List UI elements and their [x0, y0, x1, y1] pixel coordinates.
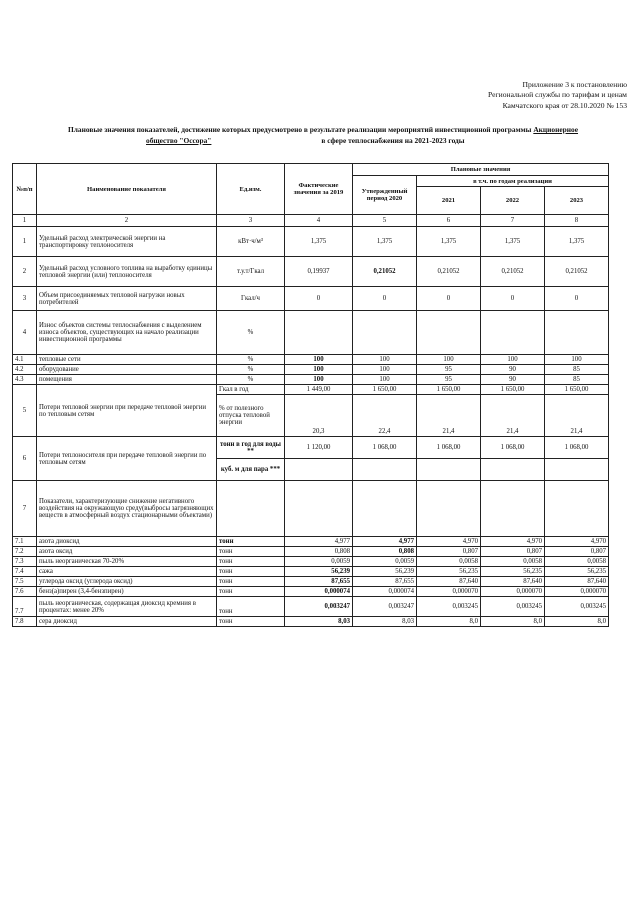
value-2021: 0,000070 — [417, 587, 481, 597]
value-2019: 1 120,00 — [285, 437, 353, 459]
value-2021: 0,21052 — [417, 257, 481, 287]
value-2019: 56,239 — [285, 567, 353, 577]
value-2022: 90 — [481, 375, 545, 385]
table-row — [13, 587, 609, 597]
header-2021: 2021 — [417, 187, 481, 215]
table-row — [13, 547, 609, 557]
row-unit: Гкал в год — [217, 385, 285, 395]
table-row — [13, 375, 609, 385]
value-2021: 8,0 — [417, 617, 481, 627]
row-name: Потери теплоносителя при передаче тепловой энергии по тепловым сетям — [37, 437, 217, 481]
table-row — [13, 311, 609, 355]
value-2020: 1,375 — [353, 227, 417, 257]
row-unit: тонн — [217, 577, 285, 587]
row-num: 5 — [13, 385, 37, 437]
row-name: помещения — [37, 375, 217, 385]
index-cell: 6 — [417, 215, 481, 227]
row-unit: % — [217, 365, 285, 375]
table-row — [13, 567, 609, 577]
value-2021: 100 — [417, 355, 481, 365]
value-2023: 8,0 — [545, 617, 609, 627]
row-unit: тонн — [217, 537, 285, 547]
row-name: азота диоксид — [37, 537, 217, 547]
header-actual-2019: Фактические значения за 2019 — [285, 164, 353, 215]
row-unit: тонн — [217, 557, 285, 567]
value-2023: 0 — [545, 287, 609, 311]
table-row — [13, 597, 609, 617]
table-row — [13, 355, 609, 365]
value-2023: 4,970 — [545, 537, 609, 547]
row-name: азота оксид — [37, 547, 217, 557]
value-2020: 22,4 — [353, 395, 417, 437]
value-2023: 0,807 — [545, 547, 609, 557]
row-num: 7.3 — [13, 557, 37, 567]
value-2022: 8,0 — [481, 617, 545, 627]
row-name: Удельный расход электрической энергии на транспортировку теплоносителя — [37, 227, 217, 257]
header-2023: 2023 — [545, 187, 609, 215]
value-2019: 100 — [285, 355, 353, 365]
value-2023: 0,003245 — [545, 597, 609, 617]
row-num: 4 — [13, 311, 37, 355]
value-2020: 0,21052 — [353, 257, 417, 287]
value-2022: 0,807 — [481, 547, 545, 557]
row-num: 2 — [13, 257, 37, 287]
value-2020: 87,655 — [353, 577, 417, 587]
appendix-note — [367, 80, 627, 111]
value-2022: 1 068,00 — [481, 437, 545, 459]
row-unit: куб. м для пара *** — [217, 459, 285, 481]
table-row — [13, 481, 609, 537]
value-2021: 87,640 — [417, 577, 481, 587]
index-cell: 3 — [217, 215, 285, 227]
title-part-2: в сфере теплоснабжения на 2021-2023 годы — [321, 136, 465, 145]
row-num: 4.1 — [13, 355, 37, 365]
row-num: 7.4 — [13, 567, 37, 577]
value-2023: 85 — [545, 375, 609, 385]
row-name: пыль неорганическая, содержащая диоксид кремния в процентах: менее 20% — [37, 597, 217, 617]
value-2023: 0,21052 — [545, 257, 609, 287]
value-2019: 100 — [285, 365, 353, 375]
index-cell: 1 — [13, 215, 37, 227]
indicators-table — [12, 163, 609, 627]
value-2022: 0,000070 — [481, 587, 545, 597]
value-2020: 4,977 — [353, 537, 417, 547]
value-2020: 100 — [353, 355, 417, 365]
value-2022: 0,21052 — [481, 257, 545, 287]
row-name: Показатели, характеризующие снижение негативного воздействия на окружающую среду(выбросы загрязняющих веществ в атмосферный воздух стационарными объектами) — [37, 481, 217, 537]
row-unit: тонн — [217, 567, 285, 577]
value-2023: 100 — [545, 355, 609, 365]
index-cell: 2 — [37, 215, 217, 227]
value-2020: 0,000074 — [353, 587, 417, 597]
row-name: пыль неорганическая 70-20% — [37, 557, 217, 567]
value-2020: 0 — [353, 287, 417, 311]
value-2022: 0,0058 — [481, 557, 545, 567]
index-cell: 5 — [353, 215, 417, 227]
value-2022: 21,4 — [481, 395, 545, 437]
title-company-a: Акционерное — [533, 125, 579, 134]
table-row — [13, 385, 609, 395]
value-2023: 1,375 — [545, 227, 609, 257]
header-name: Наименование показателя — [37, 164, 217, 215]
value-2021: 1 068,00 — [417, 437, 481, 459]
value-2020: 1 650,00 — [353, 385, 417, 395]
value-2021: 1,375 — [417, 227, 481, 257]
value-2020: 100 — [353, 375, 417, 385]
value-2020: 100 — [353, 365, 417, 375]
row-unit: % — [217, 375, 285, 385]
value-2020: 56,239 — [353, 567, 417, 577]
value-2020: 8,03 — [353, 617, 417, 627]
value-2019: 0,000074 — [285, 587, 353, 597]
index-cell: 7 — [481, 215, 545, 227]
value-2023: 0,0058 — [545, 557, 609, 567]
row-name: бенз(а)пирен (3,4-бензпирен) — [37, 587, 217, 597]
value-2019: 0,19937 — [285, 257, 353, 287]
value-2022: 1,375 — [481, 227, 545, 257]
title-part-1: Плановые значения показателей, достижение которых предусмотрено в результате реализации мероприятий инвестиционной программы — [67, 125, 532, 134]
value-2023: 0,000070 — [545, 587, 609, 597]
header-planned: Плановые значения — [353, 164, 609, 176]
value-2022: 4,970 — [481, 537, 545, 547]
row-num: 7.5 — [13, 577, 37, 587]
row-unit: тонн — [217, 547, 285, 557]
index-cell: 8 — [545, 215, 609, 227]
value-2022: 1 650,00 — [481, 385, 545, 395]
table-row — [13, 537, 609, 547]
value-2020: 0,808 — [353, 547, 417, 557]
row-num: 6 — [13, 437, 37, 481]
header-unit: Ед.изм. — [217, 164, 285, 215]
table-row — [13, 437, 609, 459]
value-2022: 56,235 — [481, 567, 545, 577]
row-num: 7 — [13, 481, 37, 537]
header-num: №п/п — [13, 164, 37, 215]
row-name: Объем присоединяемых тепловой нагрузки новых потребителей — [37, 287, 217, 311]
value-2021: 95 — [417, 375, 481, 385]
row-name: тепловые сети — [37, 355, 217, 365]
row-num: 1 — [13, 227, 37, 257]
value-2019: 0 — [285, 287, 353, 311]
value-2023: 56,235 — [545, 567, 609, 577]
table-row — [13, 287, 609, 311]
row-unit: тонн в год для воды ** — [217, 437, 285, 459]
table-row — [13, 227, 609, 257]
value-2019: 1 449,00 — [285, 385, 353, 395]
appendix-line-1: Приложение 3 к постановлению — [522, 80, 627, 89]
value-2023: 1 068,00 — [545, 437, 609, 459]
row-num: 4.2 — [13, 365, 37, 375]
row-unit: Гкал/ч — [217, 287, 285, 311]
header-approved-2020: Утвержденный период 2020 — [353, 176, 417, 215]
value-2019: 0,0059 — [285, 557, 353, 567]
title-company-b: общество "Оссора" — [146, 136, 212, 145]
title-line-2 — [18, 135, 628, 146]
table-row — [13, 365, 609, 375]
row-unit: тонн — [217, 597, 285, 617]
value-2021: 1 650,00 — [417, 385, 481, 395]
row-name: оборудование — [37, 365, 217, 375]
value-2022: 100 — [481, 355, 545, 365]
row-unit: кВт·ч/м³ — [217, 227, 285, 257]
row-unit: тонн — [217, 617, 285, 627]
value-2021: 0,807 — [417, 547, 481, 557]
value-2023: 87,640 — [545, 577, 609, 587]
row-unit: т.у.т/Гкал — [217, 257, 285, 287]
value-2019: 87,655 — [285, 577, 353, 587]
index-cell: 4 — [285, 215, 353, 227]
row-name: сера диоксид — [37, 617, 217, 627]
appendix-line-3: Камчатского края от 28.10.2020 № 153 — [502, 100, 627, 110]
value-2021: 0,0058 — [417, 557, 481, 567]
value-2019: 1,375 — [285, 227, 353, 257]
row-unit: тонн — [217, 587, 285, 597]
value-2022: 0,003245 — [481, 597, 545, 617]
value-2020: 1 068,00 — [353, 437, 417, 459]
row-name: Износ объектов системы теплоснабжения с выделением износа объектов, существующих на начало реализации инвестиционной программы — [37, 311, 217, 355]
value-2022: 0 — [481, 287, 545, 311]
table-row — [13, 557, 609, 567]
value-2023: 21,4 — [545, 395, 609, 437]
row-num: 3 — [13, 287, 37, 311]
value-2019: 100 — [285, 375, 353, 385]
value-2020: 0,0059 — [353, 557, 417, 567]
value-2023: 85 — [545, 365, 609, 375]
value-2021: 0,003245 — [417, 597, 481, 617]
value-2022: 90 — [481, 365, 545, 375]
table-row — [13, 577, 609, 587]
row-name: сажа — [37, 567, 217, 577]
value-2019: 20,3 — [285, 395, 353, 437]
document-title — [18, 124, 628, 146]
row-num: 7.1 — [13, 537, 37, 547]
row-unit: % — [217, 355, 285, 365]
table-row — [13, 617, 609, 627]
row-unit: % от полезного отпуска тепловой энергии — [217, 395, 285, 437]
column-index-row — [13, 215, 609, 227]
appendix-line-2: Региональной службы по тарифам и ценам — [488, 90, 627, 100]
row-num: 7.2 — [13, 547, 37, 557]
row-num: 4.3 — [13, 375, 37, 385]
value-2019: 8,03 — [285, 617, 353, 627]
row-name: Удельный расход условного топлива на выработку единицы тепловой энергии (или) теплоносителя — [37, 257, 217, 287]
value-2023: 1 650,00 — [545, 385, 609, 395]
value-2021: 21,4 — [417, 395, 481, 437]
row-name: Потери тепловой энергии при передаче тепловой энергии по тепловым сетям — [37, 385, 217, 437]
value-2019: 4,977 — [285, 537, 353, 547]
value-2021: 4,970 — [417, 537, 481, 547]
table-row — [13, 257, 609, 287]
value-2021: 95 — [417, 365, 481, 375]
row-num: 7.6 — [13, 587, 37, 597]
value-2019: 0,003247 — [285, 597, 353, 617]
header-2022: 2022 — [481, 187, 545, 215]
value-2022: 87,640 — [481, 577, 545, 587]
row-num: 7.7 — [13, 597, 37, 617]
value-2019: 0,808 — [285, 547, 353, 557]
value-2021: 0 — [417, 287, 481, 311]
row-num: 7.8 — [13, 617, 37, 627]
row-name: углерода оксид (углерода оксид) — [37, 577, 217, 587]
header-by-years: в т.ч. по годам реализации — [417, 176, 609, 187]
row-unit: % — [217, 311, 285, 355]
value-2021: 56,235 — [417, 567, 481, 577]
value-2020: 0,003247 — [353, 597, 417, 617]
